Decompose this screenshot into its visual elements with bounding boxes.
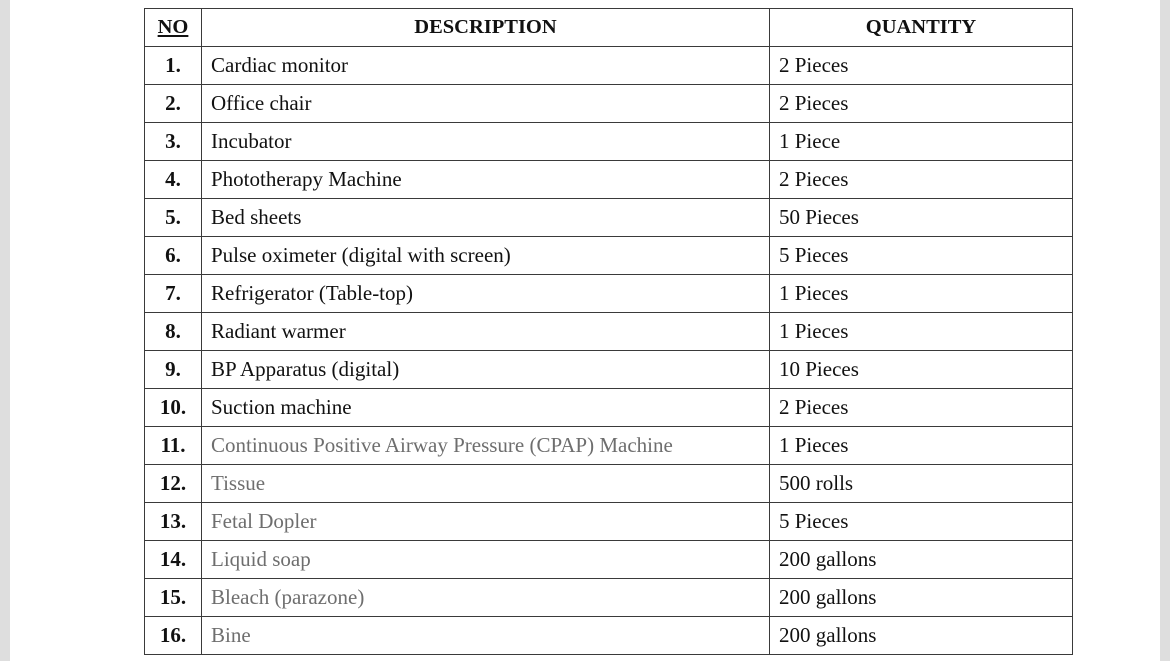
row-number: 16. — [145, 617, 202, 655]
row-number: 13. — [145, 503, 202, 541]
row-description: Bed sheets — [202, 199, 770, 237]
header-no: NO — [145, 9, 202, 47]
row-quantity: 10 Pieces — [770, 351, 1073, 389]
table-row — [145, 85, 1073, 123]
row-quantity: 1 Piece — [770, 123, 1073, 161]
row-number: 7. — [145, 275, 202, 313]
row-number: 10. — [145, 389, 202, 427]
table-row — [145, 161, 1073, 199]
row-quantity: 2 Pieces — [770, 85, 1073, 123]
row-description: Refrigerator (Table-top) — [202, 275, 770, 313]
row-description: Pulse oximeter (digital with screen) — [202, 237, 770, 275]
table-row — [145, 541, 1073, 579]
row-quantity: 1 Pieces — [770, 275, 1073, 313]
row-quantity: 200 gallons — [770, 541, 1073, 579]
table-row — [145, 617, 1073, 655]
inventory-table — [144, 8, 1073, 655]
row-description: Phototherapy Machine — [202, 161, 770, 199]
table-row — [145, 47, 1073, 85]
table-row — [145, 237, 1073, 275]
row-quantity: 200 gallons — [770, 617, 1073, 655]
row-quantity: 2 Pieces — [770, 161, 1073, 199]
row-description: Tissue — [202, 465, 770, 503]
row-quantity: 1 Pieces — [770, 313, 1073, 351]
row-number: 14. — [145, 541, 202, 579]
row-number: 3. — [145, 123, 202, 161]
row-number: 11. — [145, 427, 202, 465]
row-description: BP Apparatus (digital) — [202, 351, 770, 389]
row-description: Office chair — [202, 85, 770, 123]
row-quantity: 5 Pieces — [770, 237, 1073, 275]
row-number: 5. — [145, 199, 202, 237]
row-description: Cardiac monitor — [202, 47, 770, 85]
table-row — [145, 427, 1073, 465]
table-header-row — [145, 9, 1073, 47]
row-number: 2. — [145, 85, 202, 123]
row-description: Bine — [202, 617, 770, 655]
table-row — [145, 123, 1073, 161]
row-number: 1. — [145, 47, 202, 85]
table-row — [145, 351, 1073, 389]
header-quantity: QUANTITY — [770, 9, 1073, 47]
row-quantity: 500 rolls — [770, 465, 1073, 503]
table-row — [145, 199, 1073, 237]
row-number: 4. — [145, 161, 202, 199]
row-description: Bleach (parazone) — [202, 579, 770, 617]
document-page — [10, 0, 1160, 661]
row-description: Fetal Dopler — [202, 503, 770, 541]
table-row — [145, 503, 1073, 541]
table-row — [145, 313, 1073, 351]
row-quantity: 2 Pieces — [770, 47, 1073, 85]
row-description: Radiant warmer — [202, 313, 770, 351]
table-row — [145, 579, 1073, 617]
row-number: 6. — [145, 237, 202, 275]
row-quantity: 1 Pieces — [770, 427, 1073, 465]
row-quantity: 5 Pieces — [770, 503, 1073, 541]
header-description: DESCRIPTION — [202, 9, 770, 47]
row-description: Incubator — [202, 123, 770, 161]
row-quantity: 50 Pieces — [770, 199, 1073, 237]
table-row — [145, 275, 1073, 313]
row-description: Continuous Positive Airway Pressure (CPAP) Machine — [202, 427, 770, 465]
table-row — [145, 389, 1073, 427]
row-quantity: 200 gallons — [770, 579, 1073, 617]
row-number: 15. — [145, 579, 202, 617]
table-row — [145, 465, 1073, 503]
row-quantity: 2 Pieces — [770, 389, 1073, 427]
row-number: 8. — [145, 313, 202, 351]
row-description: Suction machine — [202, 389, 770, 427]
row-number: 12. — [145, 465, 202, 503]
row-number: 9. — [145, 351, 202, 389]
row-description: Liquid soap — [202, 541, 770, 579]
